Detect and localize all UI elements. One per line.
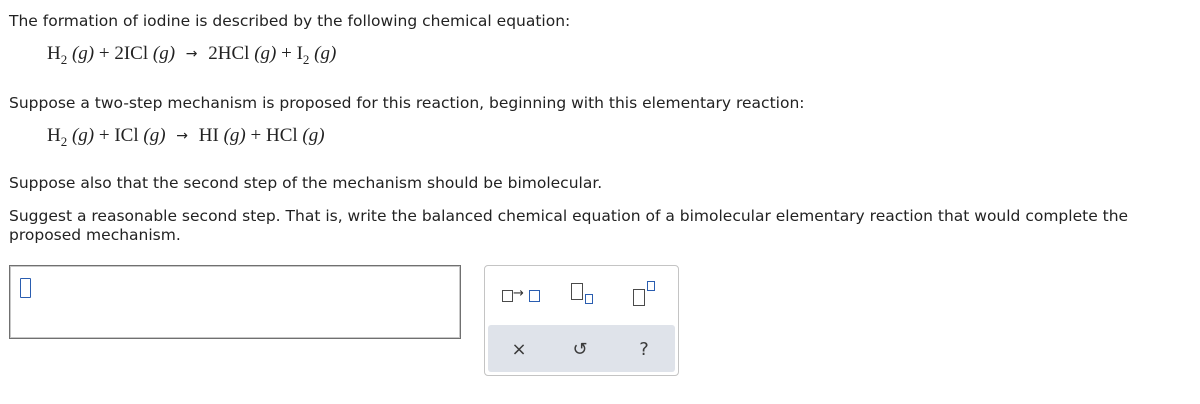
intro-text: The formation of iodine is described by the following chemical equation: <box>9 12 571 30</box>
equation-step1 <box>47 125 325 147</box>
clear-button[interactable]: × <box>511 339 527 360</box>
eq1-plus: + <box>98 43 110 64</box>
eq1-species-hcl: 2HCl <box>208 43 250 64</box>
answer-input[interactable] <box>9 265 461 339</box>
eq2-species-icl: ICl <box>114 125 139 146</box>
eq2-state: (g) <box>223 125 246 146</box>
eq1-state: (g) <box>71 43 95 64</box>
eq2-species-h2: H <box>47 125 61 146</box>
subscript-button[interactable] <box>571 281 599 307</box>
equation-toolbar <box>484 265 679 376</box>
eq2-subscript: 2 <box>60 134 68 149</box>
superscript-base-icon <box>633 289 645 306</box>
eq2-state: (g) <box>143 125 166 146</box>
eq2-arrow: → <box>176 128 189 144</box>
template-box-icon <box>502 290 513 302</box>
template-box-icon <box>529 290 540 302</box>
eq1-species-i2: I <box>296 43 303 64</box>
eq1-subscript: 2 <box>60 52 68 67</box>
mechanism-intro-text: Suppose a two-step mechanism is proposed for this reaction, beginning with this elementary reaction: <box>9 94 805 112</box>
input-placeholder-box <box>20 278 31 298</box>
second-step-note: Suppose also that the second step of the mechanism should be bimolecular. <box>9 174 603 192</box>
eq2-species-hi: HI <box>198 125 219 146</box>
toolbar-actions <box>488 325 675 372</box>
eq2-state: (g) <box>71 125 95 146</box>
reaction-arrow-button[interactable] <box>502 286 542 306</box>
superscript-index-icon <box>647 281 655 291</box>
eq1-species-h2: H <box>47 43 61 64</box>
undo-button[interactable]: ↺ <box>572 339 588 360</box>
equation-overall <box>47 43 336 65</box>
eq2-plus: + <box>98 125 110 146</box>
eq1-arrow: → <box>185 46 198 62</box>
eq1-state: (g) <box>254 43 277 64</box>
superscript-button[interactable] <box>633 281 661 307</box>
eq1-state: (g) <box>152 43 176 64</box>
eq2-state: (g) <box>302 125 325 146</box>
help-button[interactable]: ? <box>639 339 649 360</box>
subscript-index-icon <box>585 294 593 304</box>
eq1-plus: + <box>281 43 292 64</box>
eq1-subscript: 2 <box>302 52 310 67</box>
arrow-icon: → <box>513 286 524 301</box>
eq1-species-icl: 2ICl <box>114 43 149 64</box>
eq2-species-hcl: HCl <box>265 125 298 146</box>
eq2-plus: + <box>250 125 262 146</box>
subscript-base-icon <box>571 283 583 300</box>
eq1-state: (g) <box>314 43 337 64</box>
question-text: Suggest a reasonable second step. That is, write the balanced chemical equation of a bimolecular elementary reaction that would complete the proposed mechanism. <box>9 207 1129 244</box>
